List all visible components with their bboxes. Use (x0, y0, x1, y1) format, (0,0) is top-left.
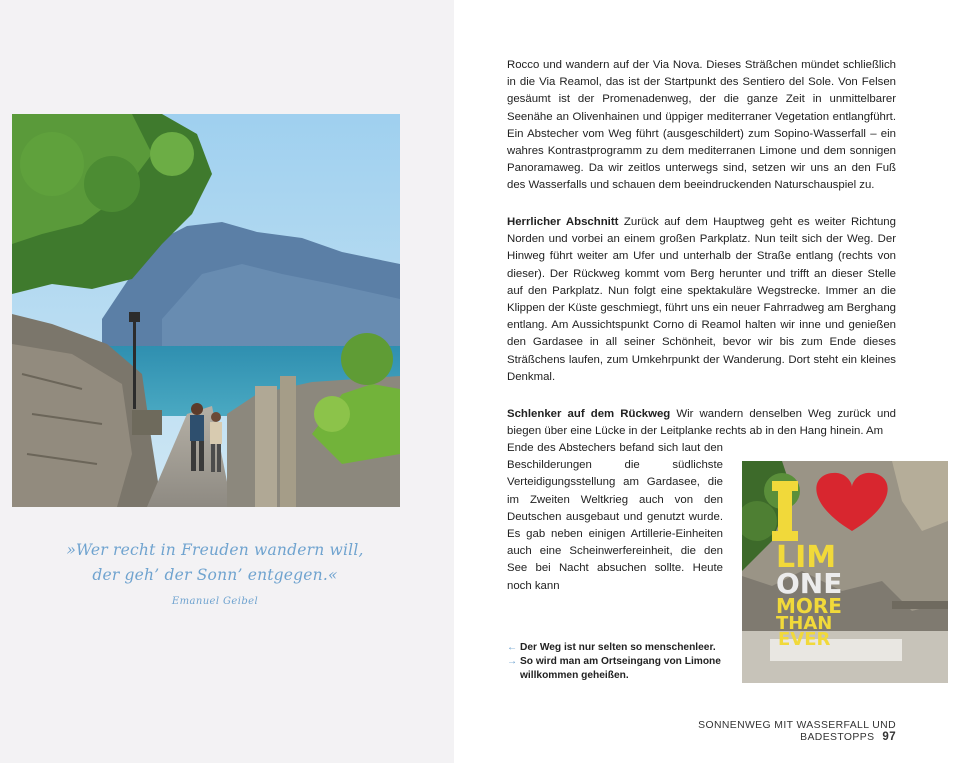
page-number: 97 (882, 731, 896, 743)
sign-text-ever: EVER (778, 629, 831, 650)
quote-block (60, 538, 370, 607)
sign-text-than: THAN (776, 613, 833, 634)
sign-text-one: ONE (776, 567, 843, 600)
caption-text: Der Weg ist nur selten so menschenleer. (520, 642, 716, 653)
caption-text: So wird man am Ortseingang von Limone willkommen geheißen. (520, 656, 721, 681)
photo-captions (507, 641, 733, 683)
paragraph-text: Wir wandern denselben Weg zurück und biegen über eine Lücke in der Leitplanke rechts ab in den Hang hinein. Am (507, 408, 896, 438)
sign-text-more: MORE (776, 594, 842, 618)
quote-line-1: »Wer recht in Freuden wandern will, (66, 541, 364, 559)
caption-left-photo (507, 641, 733, 655)
arrow-left-icon: ← (507, 642, 518, 653)
running-footer (600, 720, 896, 743)
arrow-right-icon: → (507, 656, 518, 667)
body-paragraph-2 (507, 214, 896, 386)
paragraph-text: Rocco und wandern auf der Via Nova. Dieses Sträßchen mündet schließlich in die Via Reamol, das ist der Startpunkt des Sentiero del Sole. Von Felsen gesäumt ist der Promenadenweg, der die ganze Zeit in unmittelbarer Seenähe an Olivenhainen und üppiger mediterraner Vegetation entlangführt. Ein Abstecher vom Weg führt (ausgeschildert) zum Sopino-Wasserfall – ein wahres Kontrastprogramm zu dem mediterranen Limone und dem sonnigen Panoramaweg. Da wir zeitlos unterwegs sind, setzen wir uns an den Fuß des Wasserfalls und schauen dem beeindruckenden Naturschauspiel zu. (507, 59, 896, 192)
subheading-schlenker: Schlenker auf dem Rückweg (507, 408, 671, 420)
sign-text-lim: LIM (776, 540, 837, 575)
body-paragraph-3 (507, 406, 896, 440)
caption-right-photo (507, 655, 733, 683)
quote-author: Emanuel Geibel (171, 596, 259, 607)
body-paragraph-1 (507, 57, 896, 195)
paragraph-text: Zurück auf dem Hauptweg geht es weiter Richtung Norden und vorbei an einem großen Parkplatz. Nun teilt sich der Weg. Der Hinweg führt weiter am Ufer und unterhalb der Straße entlang (rechts von dieser). Der Rückweg kommt vom Berg herunter und trifft an dieser Stelle auf den Parkplatz. Nun folgt eine spektakuläre Wegstrecke. Immer an die Klippen der Küste geschmiegt, führt uns ein neuer Fahrradweg am Berghang entlang. Am Aussichtspunkt Corno di Reamol halten wir inne und genießen den Gardasee in all seiner Schönheit, bevor wir bis zum Ende dieses Sträßchens laufen, zum Umkehrpunkt der Wanderung. Dort steht ein kleines Denkmal. (507, 216, 896, 383)
running-title: SONNENWEG MIT WASSERFALL UND BADESTOPPS (698, 720, 896, 743)
limone-sign-photo (742, 461, 948, 683)
subheading-herrlicher-abschnitt: Herrlicher Abschnitt (507, 216, 619, 228)
quote-line-2: der geh’ der Sonn’ entgegen.« (92, 566, 338, 584)
lakeside-path-photo (12, 114, 400, 507)
paragraph-text-narrow: Ende des Abstechers befand sich laut den Beschilderungen die südlichste Verteidigungsstellung am Gardasee, die im Zweiten Weltkrieg auch von den Deutschen ausgebaut und genutzt wurde. Es gab neben einigen Artillerie-Einheiten auch eine Scheinwerfereinheit, die den See bei Nacht absuchen sollte. Heute noch kann (507, 442, 723, 592)
